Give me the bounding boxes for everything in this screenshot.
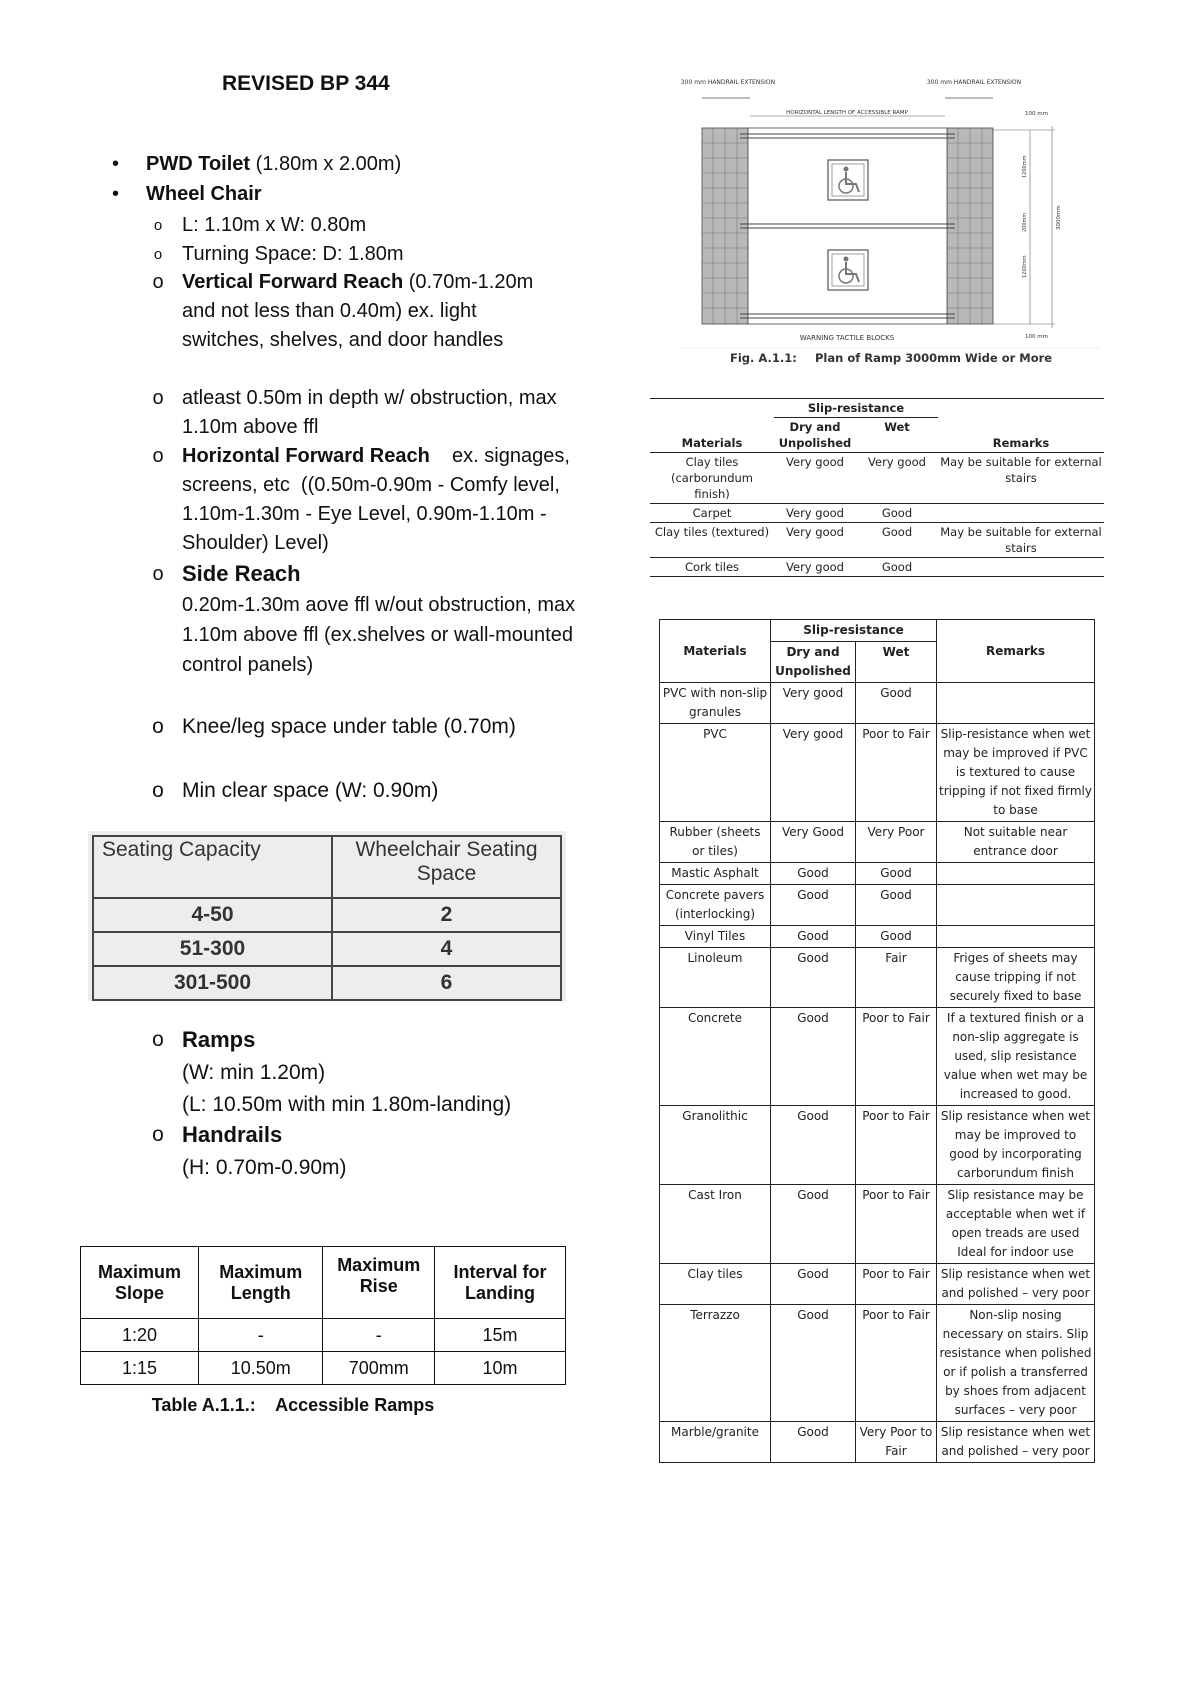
sub-marker: o: [152, 445, 164, 467]
dimension-lines: [993, 126, 1062, 328]
table-cell: 10m: [434, 1352, 565, 1385]
table-row: [81, 1319, 566, 1352]
sub-text: L: 1.10m x W: 0.80m: [182, 214, 367, 236]
sub-bold: Horizontal Forward Reach: [182, 445, 430, 467]
sub-text: (H: 0.70m-0.90m): [182, 1156, 347, 1179]
table-cell: Good: [771, 1264, 856, 1305]
sub-item: [148, 712, 528, 742]
table-caption: Table A.1.1.: Accessible Ramps: [151, 1395, 435, 1415]
table-cell: 51-300: [93, 932, 332, 966]
table-cell: 10.50m: [198, 1352, 322, 1385]
sub-marker: o: [152, 715, 164, 738]
table-row: [660, 863, 1095, 885]
page-title: REVISED BP 344: [222, 72, 390, 95]
table-cell: Good: [771, 1305, 856, 1422]
table-cell: [937, 683, 1095, 724]
table-row: [81, 1352, 566, 1385]
seating-capacity-table: [88, 831, 566, 1001]
accessible-ramps-table: [80, 1246, 566, 1416]
sub-marker: o: [152, 779, 164, 802]
table-header: Remarks: [937, 620, 1095, 683]
sub-text: Knee/leg space under table (0.70m): [182, 715, 516, 738]
table-row: [650, 558, 1104, 577]
table-cell: Poor to Fair: [856, 1305, 937, 1422]
table-cell: Very good: [774, 558, 856, 577]
dim-top-label: 100 mm: [1025, 111, 1048, 117]
table-row: [660, 885, 1095, 926]
table-cell: Very good: [771, 724, 856, 822]
sub-bold: Vertical Forward Reach: [182, 271, 404, 293]
table-header: Seating Capacity: [93, 836, 332, 898]
table-row: [660, 1305, 1095, 1422]
table-row: [660, 683, 1095, 724]
table-cell: 6: [332, 966, 561, 1000]
table-cell: Very Poor to Fair: [856, 1422, 937, 1463]
table-cell: Non-slip nosing necessary on stairs. Slip resistance when polished or if polish a transferred by shoes from adjacent surfaces – very poor: [937, 1305, 1095, 1422]
table-cell: Linoleum: [660, 948, 771, 1008]
table-cell: Very Good: [771, 822, 856, 863]
sub-text: (L: 10.50m with min 1.80m-landing): [182, 1093, 512, 1116]
table-cell: 1:20: [81, 1319, 199, 1352]
table-cell: -: [198, 1319, 322, 1352]
sub-text: Min clear space (W: 0.90m): [182, 779, 439, 802]
table-cell: [938, 558, 1104, 577]
table-cell: PVC: [660, 724, 771, 822]
table-row: [660, 1106, 1095, 1185]
ramp-plan-figure: [680, 78, 1100, 378]
table-cell: Cast Iron: [660, 1185, 771, 1264]
bullet-bold: Wheel Chair: [146, 183, 262, 205]
table-cell: Very good: [856, 453, 938, 504]
table-row: [660, 1008, 1095, 1106]
dim-1200-label: 1200mm: [1022, 255, 1028, 278]
sub-bold: Side Reach: [182, 561, 301, 586]
table-cell: [938, 504, 1104, 523]
table-cell: Very good: [774, 523, 856, 558]
table-row: [660, 1422, 1095, 1463]
sub-marker: o: [152, 1123, 164, 1146]
sub-text: (W: min 1.20m): [182, 1061, 326, 1084]
handrail-extension-right-label: 300 mm HANDRAIL EXTENSION: [926, 79, 1022, 86]
bullet-text: (1.80m x 2.00m): [250, 153, 402, 175]
table-header: Maximum Length: [198, 1247, 322, 1319]
table-cell: Clay tiles (textured): [650, 523, 774, 558]
dim-mid-label: 200mm: [1022, 212, 1028, 232]
table-header: Dry and Unpolished: [774, 418, 856, 453]
sub-marker: o: [152, 563, 164, 585]
slip-resistance-table-1: [650, 398, 1104, 577]
table-row: [93, 966, 561, 1000]
table-cell: Good: [856, 523, 938, 558]
table-cell: Concrete: [660, 1008, 771, 1106]
handrail-extension-left-label: 300 mm HANDRAIL EXTENSION: [680, 79, 776, 86]
dim-1200-label: 1200mm: [1022, 155, 1028, 178]
table-cell: Slip-resistance when wet may be improved if PVC is textured to cause tripping if not fixed firmly to base: [937, 724, 1095, 822]
table-cell: Good: [771, 863, 856, 885]
bullet-icon: •: [112, 153, 120, 175]
sub-item: [148, 384, 566, 442]
table-cell: Good: [771, 1106, 856, 1185]
table-cell: Very good: [771, 683, 856, 724]
table-cell: 1:15: [81, 1352, 199, 1385]
sub-marker: o: [152, 1028, 164, 1051]
sub-text: (0.70m-1.20m and not less than 0.40m) ex. light switches, shelves, and door handles: [182, 271, 534, 351]
table-row: [93, 932, 561, 966]
table-cell: Mastic Asphalt: [660, 863, 771, 885]
table-cell: Clay tiles: [660, 1264, 771, 1305]
tactile-blocks-right: [947, 128, 993, 324]
sub-marker: o: [153, 217, 163, 234]
sub-text: ex. signages, screens, etc ((0.50m-0.90m - Comfy level, 1.10m-1.30m - Eye Level, 0.90m-1.10m - Shoulder) Level): [182, 445, 576, 554]
table-cell: May be suitable for external stairs: [938, 453, 1104, 504]
sub-text: 0.20m-1.30m aove ffl w/out obstruction, max 1.10m above ffl (ex.shelves or wall-mounted control panels): [182, 594, 576, 676]
sub-bold: Ramps: [182, 1027, 256, 1052]
table-cell: Good: [771, 1185, 856, 1264]
sub-bold: Handrails: [182, 1122, 283, 1147]
table-row: [660, 1185, 1095, 1264]
table-cell: Good: [856, 863, 937, 885]
sub-item: [148, 776, 568, 805]
table-cell: Poor to Fair: [856, 1008, 937, 1106]
table-cell: Good: [856, 504, 938, 523]
table-header: Dry and Unpolished: [771, 642, 856, 683]
table-cell: Good: [771, 926, 856, 948]
table-row: [660, 724, 1095, 822]
table-cell: Good: [856, 885, 937, 926]
table-group-header: Slip-resistance: [771, 620, 937, 642]
table-header: Maximum Slope: [81, 1247, 199, 1319]
table-cell: 2: [332, 898, 561, 932]
table-cell: Poor to Fair: [856, 1106, 937, 1185]
table-cell: Friges of sheets may cause tripping if not securely fixed to base: [937, 948, 1095, 1008]
table-cell: Rubber (sheets or tiles): [660, 822, 771, 863]
figure-label: Fig. A.1.1:: [730, 351, 797, 365]
table-cell: Poor to Fair: [856, 1185, 937, 1264]
table-row: [650, 453, 1104, 504]
table-cell: Cork tiles: [650, 558, 774, 577]
tactile-blocks-left: [702, 128, 748, 324]
table-cell: Good: [771, 1008, 856, 1106]
table-header: Wet: [856, 642, 937, 683]
sub-text: Turning Space: D: 1.80m: [182, 243, 404, 265]
table-cell: 4: [332, 932, 561, 966]
table-header: Remarks: [938, 399, 1104, 453]
table-cell: PVC with non-slip granules: [660, 683, 771, 724]
table-header: Wet: [856, 418, 938, 453]
table-cell: Good: [856, 926, 937, 948]
sub-item: [148, 559, 578, 680]
table-row: [660, 926, 1095, 948]
table-cell: Clay tiles (carborundum finish): [650, 453, 774, 504]
table-row: [660, 822, 1095, 863]
table-header: Interval for Landing: [434, 1247, 565, 1319]
table-cell: Granolithic: [660, 1106, 771, 1185]
table-cell: Good: [856, 558, 938, 577]
table-cell: Fair: [856, 948, 937, 1008]
table-cell: Very Poor: [856, 822, 937, 863]
table-row: [93, 898, 561, 932]
table-cell: Vinyl Tiles: [660, 926, 771, 948]
table-cell: If a textured finish or a non-slip aggregate is used, slip resistance value when wet may be increased to good.: [937, 1008, 1095, 1106]
table-cell: [937, 863, 1095, 885]
table-cell: Very good: [774, 504, 856, 523]
table-row: [660, 948, 1095, 1008]
table-cell: 700mm: [323, 1352, 434, 1385]
table-cell: Good: [856, 683, 937, 724]
table-cell: 4-50: [93, 898, 332, 932]
table-cell: Poor to Fair: [856, 1264, 937, 1305]
bullet-icon: •: [112, 183, 120, 205]
wheelchair-icon: [828, 250, 868, 290]
sub-marker: o: [153, 246, 163, 263]
table-cell: 15m: [434, 1319, 565, 1352]
table-cell: Slip resistance when wet and polished – very poor: [937, 1422, 1095, 1463]
table-cell: Not suitable near entrance door: [937, 822, 1095, 863]
table-cell: -: [323, 1319, 434, 1352]
table-header: Materials: [650, 399, 774, 453]
table-header: Maximum Rise: [323, 1247, 434, 1319]
table-group-header: Slip-resistance: [774, 399, 938, 418]
figure-title: Plan of Ramp 3000mm Wide or More: [815, 351, 1053, 365]
table-cell: Slip resistance may be acceptable when wet if open treads are used Ideal for indoor use: [937, 1185, 1095, 1264]
sub-item: [148, 268, 548, 355]
table-cell: Marble/granite: [660, 1422, 771, 1463]
table-cell: Good: [771, 885, 856, 926]
table-cell: Good: [771, 1422, 856, 1463]
sub-item: [148, 240, 568, 269]
table-cell: Slip resistance when wet and polished – very poor: [937, 1264, 1095, 1305]
dim-total-label: 3000mm: [1056, 205, 1062, 230]
warning-tactile-label: WARNING TACTILE BLOCKS: [799, 334, 895, 342]
table-row: [650, 504, 1104, 523]
sub-text: atleast 0.50m in depth w/ obstruction, max 1.10m above ffl: [182, 387, 557, 438]
table-cell: 301-500: [93, 966, 332, 1000]
table-header: Materials: [660, 620, 771, 683]
table-cell: Concrete pavers (interlocking): [660, 885, 771, 926]
table-cell: Very good: [774, 453, 856, 504]
dim-bottom-label: 100 mm: [1025, 334, 1048, 340]
table-cell: Carpet: [650, 504, 774, 523]
table-cell: Terrazzo: [660, 1305, 771, 1422]
sub-marker: o: [152, 271, 164, 293]
sub-item: [148, 442, 576, 558]
table-cell: Poor to Fair: [856, 724, 937, 822]
table-cell: [937, 926, 1095, 948]
horizontal-length-label: HORIZONTAL LENGTH OF ACCESSIBLE RAMP: [786, 110, 908, 116]
sub-item-ramps: [148, 1024, 588, 1121]
table-row: [660, 1264, 1095, 1305]
slip-resistance-table-2: [659, 619, 1095, 1463]
table-row: [650, 523, 1104, 558]
sub-marker: o: [152, 387, 164, 409]
wheelchair-icon: [828, 160, 868, 200]
table-cell: [937, 885, 1095, 926]
table-header: Wheelchair Seating Space: [332, 836, 561, 898]
sub-item: [148, 211, 568, 240]
table-cell: May be suitable for external stairs: [938, 523, 1104, 558]
table-cell: Slip resistance when wet may be improved to good by incorporating carborundum finish: [937, 1106, 1095, 1185]
bullet-bold: PWD Toilet: [146, 153, 251, 175]
table-cell: Good: [771, 948, 856, 1008]
sub-item-handrails: [148, 1119, 568, 1184]
